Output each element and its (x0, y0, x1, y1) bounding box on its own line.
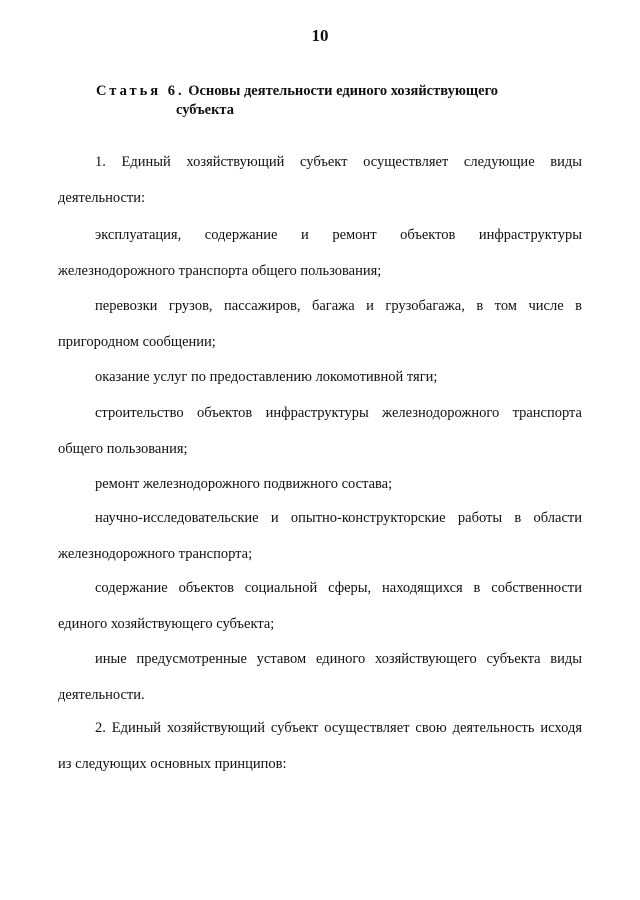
paragraph-item-traction: оказание услуг по предоставлению локомотивной тяги; (95, 369, 438, 385)
article-title-line2: субъекта (176, 102, 234, 118)
paragraph-2: 2. Единый хозяйствующий субъект осуществляет свою деятельность исходя из следующих основных принципов: (58, 720, 582, 772)
page-number: 10 (311, 26, 329, 45)
article-heading (96, 82, 566, 120)
article-title-line1: Основы деятельности единого хозяйствующего (188, 83, 499, 99)
article-label: Статья 6. (96, 83, 185, 99)
paragraph-item-exploitation: эксплуатация, содержание и ремонт объектов инфраструктуры железнодорожного транспорта общего пользования; (58, 227, 582, 279)
paragraph-item-social: содержание объектов социальной сферы, находящихся в собственности единого хозяйствующего субъекта; (58, 580, 582, 632)
paragraph-item-construction: строительство объектов инфраструктуры железнодорожного транспорта общего пользования; (58, 405, 582, 457)
paragraph-1: 1. Единый хозяйствующий субъект осуществляет следующие виды деятельности: (58, 154, 582, 206)
paragraph-item-transport: перевозки грузов, пассажиров, багажа и грузобагажа, в том числе в пригородном сообщении; (58, 298, 582, 350)
paragraph-item-research: научно-исследовательские и опытно-конструкторские работы в области железнодорожного транспорта; (58, 510, 582, 562)
paragraph-item-other: иные предусмотренные уставом единого хозяйствующего субъекта виды деятельности. (58, 651, 582, 703)
paragraph-item-repair: ремонт железнодорожного подвижного состава; (95, 476, 393, 492)
